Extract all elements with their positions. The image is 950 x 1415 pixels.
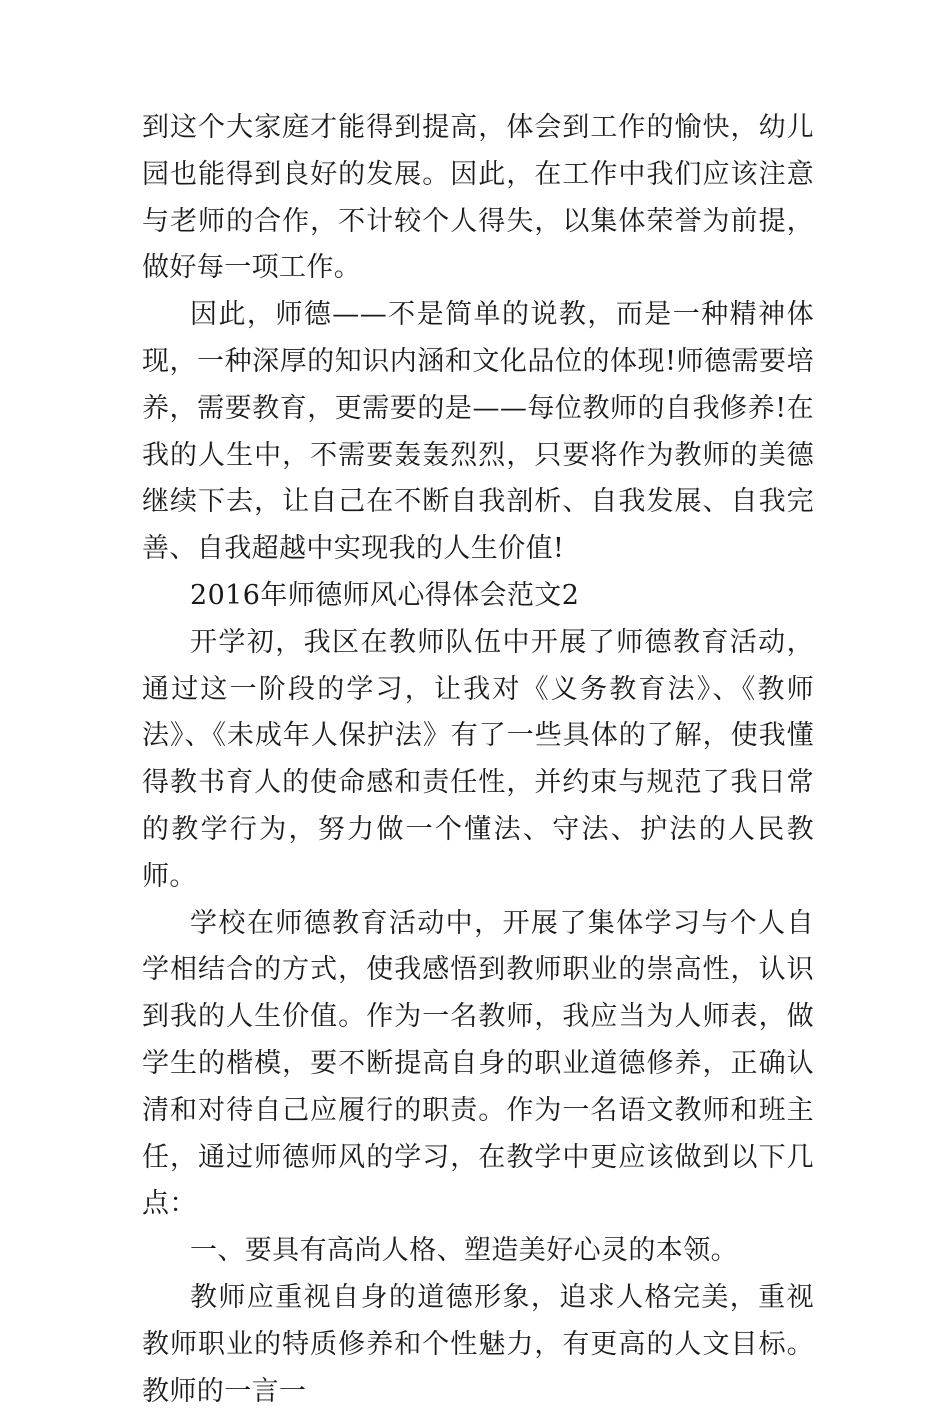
point-heading-one: 一、要具有高尚人格、塑造美好心灵的本领。 [190, 1235, 738, 1267]
document-body [142, 105, 814, 1415]
paragraph-semester-start: 开学初，我区在教师队伍中开展了师德教育活动，通过这一阶段的学习，让我对《义务教育法》、《教师法》、《未成年人保护法》有了一些具体的了解，使我懂得教书育人的使命感和责任性，并约束与规范了我日常的教学行为，努力做一个懂法、守法、护法的人民教师。 [142, 626, 814, 892]
paragraph-teacher-ethics-summary: 因此，师德——不是简单的说教，而是一种精神体现，一种深厚的知识内涵和文化品位的体现!师德需要培养，需要教育，更需要的是——每位教师的自我修养!在我的人生中，不需要轰轰烈烈，只要将作为教师的美德继续下去，让自己在不断自我剖析、自我发展、自我完善、自我超越中实现我的人生价值! [142, 299, 814, 565]
section-heading: 2016年师德师风心得体会范文2 [190, 579, 580, 611]
paragraph-moral-image: 教师应重视自身的道德形象，追求人格完美，重视教师职业的特质修养和个性魅力，有更高的人文目标。教师的一言一 [142, 1281, 814, 1407]
paragraph-continuation: 到这个大家庭才能得到提高，体会到工作的愉快，幼儿园也能得到良好的发展。因此，在工作中我们应该注意与老师的合作，不计较个人得失，以集体荣誉为前提，做好每一项工作。 [142, 112, 814, 284]
paragraph-school-activities: 学校在师德教育活动中，开展了集体学习与个人自学相结合的方式，使我感悟到教师职业的崇高性，认识到我的人生价值。作为一名教师，我应当为人师表，做学生的楷模，要不断提高自身的职业道德修养，正确认清和对待自己应履行的职责。作为一名语文教师和班主任，通过师德师风的学习，在教学中更应该做到以下几点： [142, 907, 814, 1220]
